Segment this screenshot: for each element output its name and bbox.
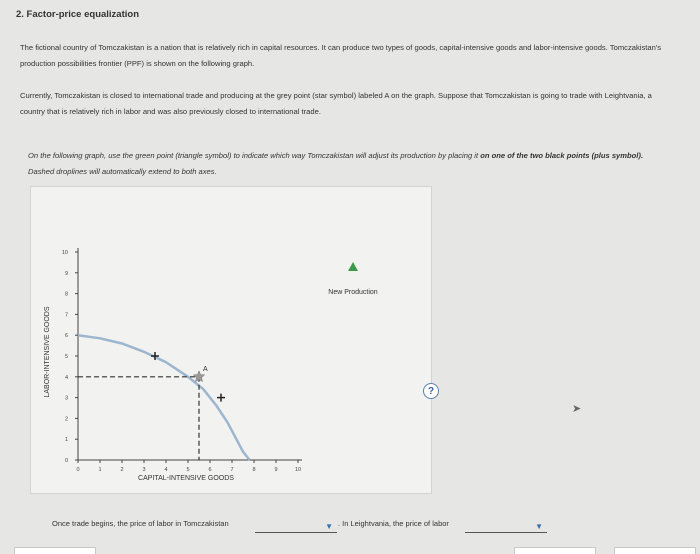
blank1-prefix: Once trade begins, the price of labor in Tomczakistan — [52, 519, 229, 528]
chevron-down-icon: ▼ — [325, 522, 333, 531]
x-tick-label: 9 — [274, 467, 278, 473]
x-tick-label: 4 — [164, 467, 168, 473]
footer-button[interactable] — [14, 547, 96, 554]
instructions-part-a: On the following graph, use the green point (triangle symbol) to indicate which way Tomczakistan will adjust its production by placing it — [28, 151, 481, 160]
help-icon[interactable]: ? — [423, 383, 439, 399]
instructions-part-c: Dashed droplines will automatically extend to both axes. — [28, 167, 217, 176]
y-tick-label: 1 — [64, 437, 68, 444]
y-tick-label: 6 — [64, 333, 68, 340]
x-tick-label: 5 — [186, 467, 190, 473]
green-triangle-icon — [348, 262, 358, 271]
x-axis-label: CAPITAL-INTENSIVE GOODS — [138, 475, 234, 482]
question-title: 2. Factor-price equalization — [16, 9, 139, 20]
x-tick-label: 7 — [230, 467, 234, 473]
x-tick-label: 0 — [76, 467, 80, 473]
plus-point-2 — [217, 394, 225, 402]
instructions-bold: on one of the two black points (plus symbol). — [480, 151, 644, 160]
x-tick-label: 1 — [98, 467, 102, 473]
cursor-icon: ➤ — [572, 403, 582, 415]
footer-button[interactable] — [614, 547, 696, 554]
x-tick-label: 8 — [252, 467, 256, 473]
x-tick-label: 10 — [294, 467, 302, 473]
y-tick-label: 4 — [64, 374, 68, 381]
price-of-labor-tomczakistan-dropdown[interactable] — [255, 524, 337, 533]
y-axis-label: LABOR-INTENSIVE GOODS — [44, 306, 51, 398]
price-of-labor-leightvania-dropdown[interactable] — [465, 524, 547, 533]
graph-axes — [78, 248, 302, 460]
x-tick-label: 3 — [142, 467, 146, 473]
blank2-prefix: . In Leightvania, the price of labor — [338, 519, 449, 528]
scenario-paragraph: Currently, Tomczakistan is closed to international trade and producing at the grey point (star symbol) labeled A on the graph. Suppose that Tomczakistan is going to trade with Leightvania, a country that is relatively rich in labor and was also previously closed to international trade. — [20, 91, 652, 116]
y-tick-label: 5 — [64, 354, 68, 360]
y-tick-label: 3 — [64, 395, 68, 402]
intro-paragraph: The fictional country of Tomczakistan is a nation that is relatively rich in capital resources. It can produce two types of goods, capital-intensive goods and labor-intensive goods. Tomczakistan's production possibilities frontier (PPF) is shown on the following graph. — [20, 43, 662, 68]
point-a-label: A — [203, 365, 208, 373]
y-tick-label: 8 — [64, 291, 68, 298]
y-tick-label: 7 — [64, 312, 68, 319]
y-tick-label: 2 — [64, 416, 68, 423]
footer-button[interactable] — [514, 547, 596, 554]
y-tick-label: 9 — [64, 270, 68, 277]
chevron-down-icon: ▼ — [535, 522, 543, 531]
legend-label: New Production — [328, 289, 378, 296]
y-tick-label: 0 — [64, 458, 68, 464]
legend-triangle-icon[interactable] — [348, 262, 358, 271]
x-tick-label: 6 — [208, 467, 212, 473]
y-tick-label: 10 — [61, 250, 68, 256]
x-tick-label: 2 — [120, 467, 124, 473]
droplines — [78, 377, 199, 460]
